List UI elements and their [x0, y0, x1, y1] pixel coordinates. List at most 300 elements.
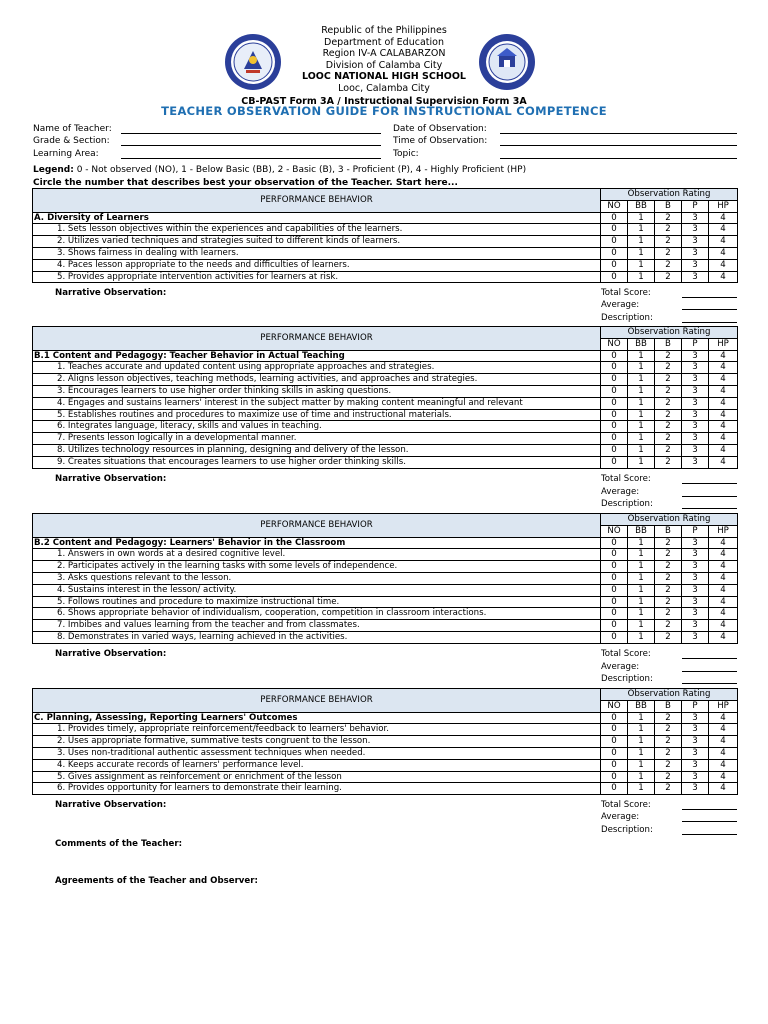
table-row: [33, 236, 738, 248]
rating-option[interactable]: 1: [628, 421, 655, 433]
teacher-name-field[interactable]: [121, 133, 381, 134]
rating-option[interactable]: 3: [682, 712, 709, 724]
time-field[interactable]: [500, 145, 737, 146]
rating-option[interactable]: 2: [655, 771, 682, 783]
rating-option[interactable]: 1: [628, 596, 655, 608]
behavior-item: 6. Provides opportunity for learners to demonstrate their learning.: [33, 783, 601, 795]
rating-option[interactable]: 1: [628, 444, 655, 456]
rating-option[interactable]: 2: [655, 212, 682, 224]
rating-column-header: P: [682, 700, 709, 712]
behavior-item: 3. Shows fairness in dealing with learners.: [33, 247, 601, 259]
rating-option[interactable]: 3: [682, 537, 709, 549]
rating-option[interactable]: 3: [682, 259, 709, 271]
rating-option[interactable]: 2: [655, 409, 682, 421]
rating-option[interactable]: 4: [709, 433, 738, 445]
rating-column-header: NO: [601, 200, 628, 212]
rating-option[interactable]: 1: [628, 631, 655, 643]
behavior-item: 4. Engages and sustains learners' interest in the subject matter by making content meaningful and relevant: [33, 397, 601, 409]
table-row: [33, 271, 738, 283]
rating-option[interactable]: 3: [682, 224, 709, 236]
learning-area-label: Learning Area:: [33, 149, 99, 159]
behavior-item: 5. Gives assignment as reinforcement or enrichment of the lesson: [33, 771, 601, 783]
rating-option[interactable]: 1: [628, 572, 655, 584]
teacher-name-label: Name of Teacher:: [33, 124, 112, 134]
rating-option[interactable]: 0: [601, 456, 628, 468]
rating-option[interactable]: 0: [601, 409, 628, 421]
table-row: [33, 724, 738, 736]
rating-option[interactable]: 2: [655, 561, 682, 573]
rating-option[interactable]: 4: [709, 385, 738, 397]
description-label: Description:: [601, 312, 653, 323]
rating-option[interactable]: 3: [682, 771, 709, 783]
rating-option[interactable]: 3: [682, 620, 709, 632]
rating-option[interactable]: 2: [655, 374, 682, 386]
rating-option[interactable]: 4: [709, 350, 738, 362]
rating-option[interactable]: 0: [601, 350, 628, 362]
rating-option[interactable]: 2: [655, 537, 682, 549]
total-score-label: Total Score:: [601, 474, 651, 485]
behavior-item: 4. Sustains interest in the lesson/ activity.: [33, 584, 601, 596]
rating-option[interactable]: 4: [709, 259, 738, 271]
rating-option[interactable]: 3: [682, 783, 709, 795]
rating-option[interactable]: 4: [709, 771, 738, 783]
rating-option[interactable]: 2: [655, 747, 682, 759]
rating-option[interactable]: 4: [709, 456, 738, 468]
rating-column-header: P: [682, 525, 709, 537]
observation-rating-header: Observation Rating: [601, 689, 738, 701]
rating-option[interactable]: 3: [682, 444, 709, 456]
rating-option[interactable]: 2: [655, 572, 682, 584]
rating-option[interactable]: 0: [601, 421, 628, 433]
table-row: [33, 620, 738, 632]
school-address: Looc, Calamba City: [338, 82, 430, 94]
rating-option[interactable]: 3: [682, 385, 709, 397]
rating-option[interactable]: 3: [682, 271, 709, 283]
behavior-item: 4. Keeps accurate records of learners' performance level.: [33, 759, 601, 771]
table-row: [33, 385, 738, 397]
rating-option[interactable]: 0: [601, 608, 628, 620]
section-table: [32, 513, 738, 644]
behavior-item: 8. Utilizes technology resources in planning, designing and delivery of the lesson.: [33, 444, 601, 456]
rating-option[interactable]: 3: [682, 747, 709, 759]
table-row: [33, 771, 738, 783]
rating-option[interactable]: 1: [628, 620, 655, 632]
behavior-item: 6. Integrates language, literacy, skills and values in teaching.: [33, 421, 601, 433]
section-table: [32, 688, 738, 795]
total-score-field[interactable]: [682, 297, 737, 298]
rating-option[interactable]: 3: [682, 759, 709, 771]
rating-option[interactable]: 1: [628, 236, 655, 248]
rating-option[interactable]: 1: [628, 259, 655, 271]
section-heading: C. Planning, Assessing, Reporting Learners' Outcomes: [33, 712, 601, 724]
table-row: [33, 259, 738, 271]
narrative-observation-label: Narrative Observation:: [55, 649, 167, 660]
header-line: Division of Calamba City: [325, 59, 443, 71]
rating-option[interactable]: 0: [601, 759, 628, 771]
behavior-item: 5. Follows routines and procedure to maximize instructional time.: [33, 596, 601, 608]
rating-option[interactable]: 1: [628, 584, 655, 596]
rating-option[interactable]: 0: [601, 374, 628, 386]
rating-option[interactable]: 4: [709, 712, 738, 724]
rating-option[interactable]: 1: [628, 759, 655, 771]
rating-option[interactable]: 1: [628, 212, 655, 224]
rating-option[interactable]: 1: [628, 374, 655, 386]
performance-behavior-header: PERFORMANCE BEHAVIOR: [33, 514, 601, 538]
rating-option[interactable]: 4: [709, 537, 738, 549]
section-heading-row: [33, 712, 738, 724]
rating-option[interactable]: 0: [601, 724, 628, 736]
rating-option[interactable]: 4: [709, 212, 738, 224]
rating-option[interactable]: 3: [682, 572, 709, 584]
rating-option[interactable]: 0: [601, 712, 628, 724]
rating-option[interactable]: 4: [709, 224, 738, 236]
observation-rating-header: Observation Rating: [601, 327, 738, 339]
rating-option[interactable]: 2: [655, 362, 682, 374]
behavior-item: 8. Demonstrates in varied ways, learning achieved in the activities.: [33, 631, 601, 643]
rating-option[interactable]: 2: [655, 724, 682, 736]
total-score-label: Total Score:: [601, 287, 651, 298]
rating-option[interactable]: 0: [601, 631, 628, 643]
total-score-field[interactable]: [682, 658, 737, 659]
table-row: [33, 747, 738, 759]
total-score-field[interactable]: [682, 483, 737, 484]
rating-option[interactable]: 1: [628, 549, 655, 561]
rating-option[interactable]: 3: [682, 362, 709, 374]
rating-option[interactable]: 3: [682, 397, 709, 409]
rating-option[interactable]: 4: [709, 409, 738, 421]
narrative-observation-label: Narrative Observation:: [55, 287, 167, 298]
table-row: [33, 409, 738, 421]
rating-option[interactable]: 2: [655, 421, 682, 433]
rating-column-header: BB: [628, 338, 655, 350]
rating-option[interactable]: 0: [601, 747, 628, 759]
rating-option[interactable]: 1: [628, 385, 655, 397]
total-score-label: Total Score:: [601, 799, 651, 810]
rating-option[interactable]: 4: [709, 444, 738, 456]
rating-option[interactable]: 2: [655, 584, 682, 596]
observation-rating-header: Observation Rating: [601, 514, 738, 526]
rating-option[interactable]: 4: [709, 421, 738, 433]
average-field[interactable]: [682, 309, 737, 310]
rating-column-header: B: [655, 700, 682, 712]
rating-option[interactable]: 1: [628, 362, 655, 374]
rating-option[interactable]: 4: [709, 736, 738, 748]
rating-option[interactable]: 0: [601, 537, 628, 549]
section-heading: B.2 Content and Pedagogy: Learners' Behavior in the Classroom: [33, 537, 601, 549]
rating-option[interactable]: 0: [601, 259, 628, 271]
average-field[interactable]: [682, 821, 737, 822]
rating-option[interactable]: 1: [628, 561, 655, 573]
table-row: [33, 584, 738, 596]
rating-option[interactable]: 4: [709, 397, 738, 409]
rating-option[interactable]: 1: [628, 224, 655, 236]
rating-option[interactable]: 1: [628, 608, 655, 620]
rating-column-header: BB: [628, 200, 655, 212]
rating-option[interactable]: 2: [655, 608, 682, 620]
rating-option[interactable]: 4: [709, 783, 738, 795]
section-heading-row: [33, 212, 738, 224]
total-score-field[interactable]: [682, 809, 737, 810]
rating-option[interactable]: 4: [709, 236, 738, 248]
rating-option[interactable]: 2: [655, 549, 682, 561]
performance-behavior-header: PERFORMANCE BEHAVIOR: [33, 689, 601, 713]
rating-option[interactable]: 4: [709, 759, 738, 771]
table-row: [33, 549, 738, 561]
rating-option[interactable]: 1: [628, 271, 655, 283]
rating-option[interactable]: 3: [682, 350, 709, 362]
rating-option[interactable]: 0: [601, 433, 628, 445]
rating-option[interactable]: 2: [655, 259, 682, 271]
school-name: LOOC NATIONAL HIGH SCHOOL: [302, 71, 466, 82]
rating-option[interactable]: 2: [655, 271, 682, 283]
rating-option[interactable]: 0: [601, 397, 628, 409]
rating-option[interactable]: 3: [682, 421, 709, 433]
performance-behavior-header: PERFORMANCE BEHAVIOR: [33, 327, 601, 351]
rating-option[interactable]: 4: [709, 572, 738, 584]
description-field[interactable]: [682, 508, 737, 509]
agreements-label: Agreements of the Teacher and Observer:: [55, 876, 258, 886]
table-row: [33, 397, 738, 409]
rating-option[interactable]: 3: [682, 456, 709, 468]
rating-option[interactable]: 3: [682, 596, 709, 608]
rating-option[interactable]: 4: [709, 596, 738, 608]
rating-column-header: HP: [709, 525, 738, 537]
page-title: TEACHER OBSERVATION GUIDE FOR INSTRUCTIONAL COMPETENCE: [161, 104, 607, 118]
rating-option[interactable]: 0: [601, 549, 628, 561]
table-row: [33, 759, 738, 771]
rating-option[interactable]: 1: [628, 724, 655, 736]
rating-option[interactable]: 1: [628, 456, 655, 468]
rating-option[interactable]: 2: [655, 385, 682, 397]
average-label: Average:: [601, 486, 640, 497]
behavior-item: 2. Utilizes varied techniques and strategies suited to different kinds of learners.: [33, 236, 601, 248]
behavior-item: 5. Establishes routines and procedures to maximize use of time and instructional materials.: [33, 409, 601, 421]
rating-column-header: P: [682, 338, 709, 350]
grade-section-field[interactable]: [121, 145, 381, 146]
description-label: Description:: [601, 499, 653, 510]
header-block: [0, 25, 768, 94]
section-table: [32, 188, 738, 283]
rating-option[interactable]: 2: [655, 247, 682, 259]
rating-option[interactable]: 2: [655, 444, 682, 456]
description-field[interactable]: [682, 322, 737, 323]
table-row: [33, 561, 738, 573]
section-heading-row: [33, 350, 738, 362]
rating-option[interactable]: 3: [682, 549, 709, 561]
rating-option[interactable]: 2: [655, 350, 682, 362]
behavior-item: 9. Creates situations that encourages learners to use higher order thinking skills.: [33, 456, 601, 468]
average-field[interactable]: [682, 496, 737, 497]
rating-option[interactable]: 0: [601, 783, 628, 795]
rating-option[interactable]: 3: [682, 247, 709, 259]
rating-option[interactable]: 4: [709, 631, 738, 643]
rating-option[interactable]: 0: [601, 271, 628, 283]
description-label: Description:: [601, 674, 653, 685]
behavior-item: 1. Provides timely, appropriate reinforcement/feedback to learners' behavior.: [33, 724, 601, 736]
behavior-item: 7. Imbibes and values learning from the teacher and from classmates.: [33, 620, 601, 632]
header-line: Department of Education: [324, 36, 444, 48]
rating-option[interactable]: 2: [655, 224, 682, 236]
form-code: CB-PAST Form 3A / Instructional Supervision Form 3A: [241, 96, 527, 107]
performance-behavior-header: PERFORMANCE BEHAVIOR: [33, 189, 601, 213]
instruction-text: Circle the number that describes best your observation of the Teacher. Start here...: [33, 178, 458, 188]
behavior-item: 1. Answers in own words at a desired cognitive level.: [33, 549, 601, 561]
rating-option[interactable]: 0: [601, 596, 628, 608]
rating-option[interactable]: 3: [682, 236, 709, 248]
rating-option[interactable]: 1: [628, 409, 655, 421]
table-row: [33, 362, 738, 374]
legend-text: 0 - Not observed (NO), 1 - Below Basic (BB), 2 - Basic (B), 3 - Proficient (P), 4 - Highly Proficient (HP): [73, 165, 527, 175]
table-row: [33, 608, 738, 620]
legend-label: Legend:: [33, 165, 74, 175]
rating-option[interactable]: 1: [628, 771, 655, 783]
rating-option[interactable]: 3: [682, 409, 709, 421]
behavior-item: 4. Paces lesson appropriate to the needs and difficulties of learners.: [33, 259, 601, 271]
behavior-item: 2. Aligns lesson objectives, teaching methods, learning activities, and approaches and strategies.: [33, 374, 601, 386]
rating-option[interactable]: 2: [655, 236, 682, 248]
table-row: [33, 374, 738, 386]
rating-option[interactable]: 2: [655, 397, 682, 409]
rating-option[interactable]: 3: [682, 631, 709, 643]
table-row: [33, 456, 738, 468]
section-heading: B.1 Content and Pedagogy: Teacher Behavior in Actual Teaching: [33, 350, 601, 362]
rating-option[interactable]: 0: [601, 247, 628, 259]
table-row: [33, 783, 738, 795]
rating-option[interactable]: 4: [709, 608, 738, 620]
rating-option[interactable]: 0: [601, 736, 628, 748]
rating-option[interactable]: 0: [601, 236, 628, 248]
description-field[interactable]: [682, 834, 737, 835]
section-heading: A. Diversity of Learners: [33, 212, 601, 224]
behavior-item: 3. Uses non-traditional authentic assessment techniques when needed.: [33, 747, 601, 759]
rating-column-header: NO: [601, 338, 628, 350]
rating-option[interactable]: 4: [709, 362, 738, 374]
table-row: [33, 631, 738, 643]
learning-area-field[interactable]: [121, 158, 381, 159]
rating-option[interactable]: 2: [655, 759, 682, 771]
rating-option[interactable]: 1: [628, 433, 655, 445]
rating-option[interactable]: 1: [628, 397, 655, 409]
rating-option[interactable]: 2: [655, 736, 682, 748]
rating-column-header: HP: [709, 338, 738, 350]
table-row: [33, 433, 738, 445]
grade-section-label: Grade & Section:: [33, 136, 110, 146]
rating-option[interactable]: 2: [655, 456, 682, 468]
rating-option[interactable]: 0: [601, 572, 628, 584]
rating-option[interactable]: 1: [628, 747, 655, 759]
rating-option[interactable]: 4: [709, 247, 738, 259]
table-row: [33, 421, 738, 433]
rating-option[interactable]: 4: [709, 374, 738, 386]
rating-option[interactable]: 0: [601, 561, 628, 573]
rating-option[interactable]: 3: [682, 561, 709, 573]
rating-option[interactable]: 3: [682, 212, 709, 224]
rating-option[interactable]: 3: [682, 608, 709, 620]
rating-option[interactable]: 2: [655, 433, 682, 445]
date-field[interactable]: [500, 133, 737, 134]
description-field[interactable]: [682, 683, 737, 684]
table-row: [33, 596, 738, 608]
rating-option[interactable]: 0: [601, 444, 628, 456]
rating-option[interactable]: 4: [709, 549, 738, 561]
rating-option[interactable]: 4: [709, 271, 738, 283]
table-row: [33, 444, 738, 456]
time-label: Time of Observation:: [393, 136, 488, 146]
rating-column-header: NO: [601, 525, 628, 537]
average-label: Average:: [601, 661, 640, 672]
rating-option[interactable]: 2: [655, 620, 682, 632]
rating-option[interactable]: 3: [682, 724, 709, 736]
rating-option[interactable]: 2: [655, 596, 682, 608]
rating-option[interactable]: 0: [601, 584, 628, 596]
legend: [33, 165, 526, 175]
rating-option[interactable]: 2: [655, 783, 682, 795]
rating-option[interactable]: 4: [709, 584, 738, 596]
behavior-item: 1. Teaches accurate and updated content using appropriate approaches and strategies.: [33, 362, 601, 374]
rating-option[interactable]: 0: [601, 620, 628, 632]
rating-option[interactable]: 3: [682, 584, 709, 596]
section-table: [32, 326, 738, 469]
narrative-observation-label: Narrative Observation:: [55, 474, 167, 485]
rating-option[interactable]: 1: [628, 350, 655, 362]
rating-option[interactable]: 4: [709, 561, 738, 573]
rating-option[interactable]: 2: [655, 631, 682, 643]
rating-column-header: B: [655, 525, 682, 537]
table-row: [33, 224, 738, 236]
average-label: Average:: [601, 812, 640, 823]
rating-column-header: B: [655, 338, 682, 350]
behavior-item: 7. Presents lesson logically in a developmental manner.: [33, 433, 601, 445]
average-label: Average:: [601, 300, 640, 311]
rating-option[interactable]: 1: [628, 537, 655, 549]
header-line: Region IV-A CALABARZON: [322, 48, 446, 59]
rating-option[interactable]: 3: [682, 374, 709, 386]
table-row: [33, 247, 738, 259]
rating-column-header: NO: [601, 700, 628, 712]
rating-option[interactable]: 0: [601, 362, 628, 374]
topic-label: Topic:: [393, 149, 419, 159]
rating-column-header: HP: [709, 700, 738, 712]
rating-option[interactable]: 1: [628, 783, 655, 795]
observation-rating-header: Observation Rating: [601, 189, 738, 201]
behavior-item: 1. Sets lesson objectives within the experiences and capabilities of the learners.: [33, 224, 601, 236]
average-field[interactable]: [682, 671, 737, 672]
comments-label: Comments of the Teacher:: [55, 839, 183, 849]
rating-option[interactable]: 1: [628, 736, 655, 748]
rating-option[interactable]: 1: [628, 712, 655, 724]
rating-option[interactable]: 0: [601, 224, 628, 236]
behavior-item: 2. Uses appropriate formative, summative tests congruent to the lesson.: [33, 736, 601, 748]
rating-option[interactable]: 1: [628, 247, 655, 259]
rating-option[interactable]: 3: [682, 736, 709, 748]
rating-column-header: BB: [628, 700, 655, 712]
rating-option[interactable]: 2: [655, 712, 682, 724]
rating-option[interactable]: 4: [709, 724, 738, 736]
behavior-item: 3. Asks questions relevant to the lesson.: [33, 572, 601, 584]
behavior-item: 2. Participates actively in the learning tasks with some levels of independence.: [33, 561, 601, 573]
rating-option[interactable]: 3: [682, 433, 709, 445]
narrative-observation-label: Narrative Observation:: [55, 799, 167, 810]
date-label: Date of Observation:: [393, 124, 487, 134]
rating-option[interactable]: 4: [709, 747, 738, 759]
rating-option[interactable]: 0: [601, 212, 628, 224]
topic-field[interactable]: [500, 158, 737, 159]
rating-option[interactable]: 4: [709, 620, 738, 632]
rating-option[interactable]: 0: [601, 771, 628, 783]
rating-option[interactable]: 0: [601, 385, 628, 397]
description-label: Description:: [601, 824, 653, 835]
total-score-label: Total Score:: [601, 649, 651, 660]
